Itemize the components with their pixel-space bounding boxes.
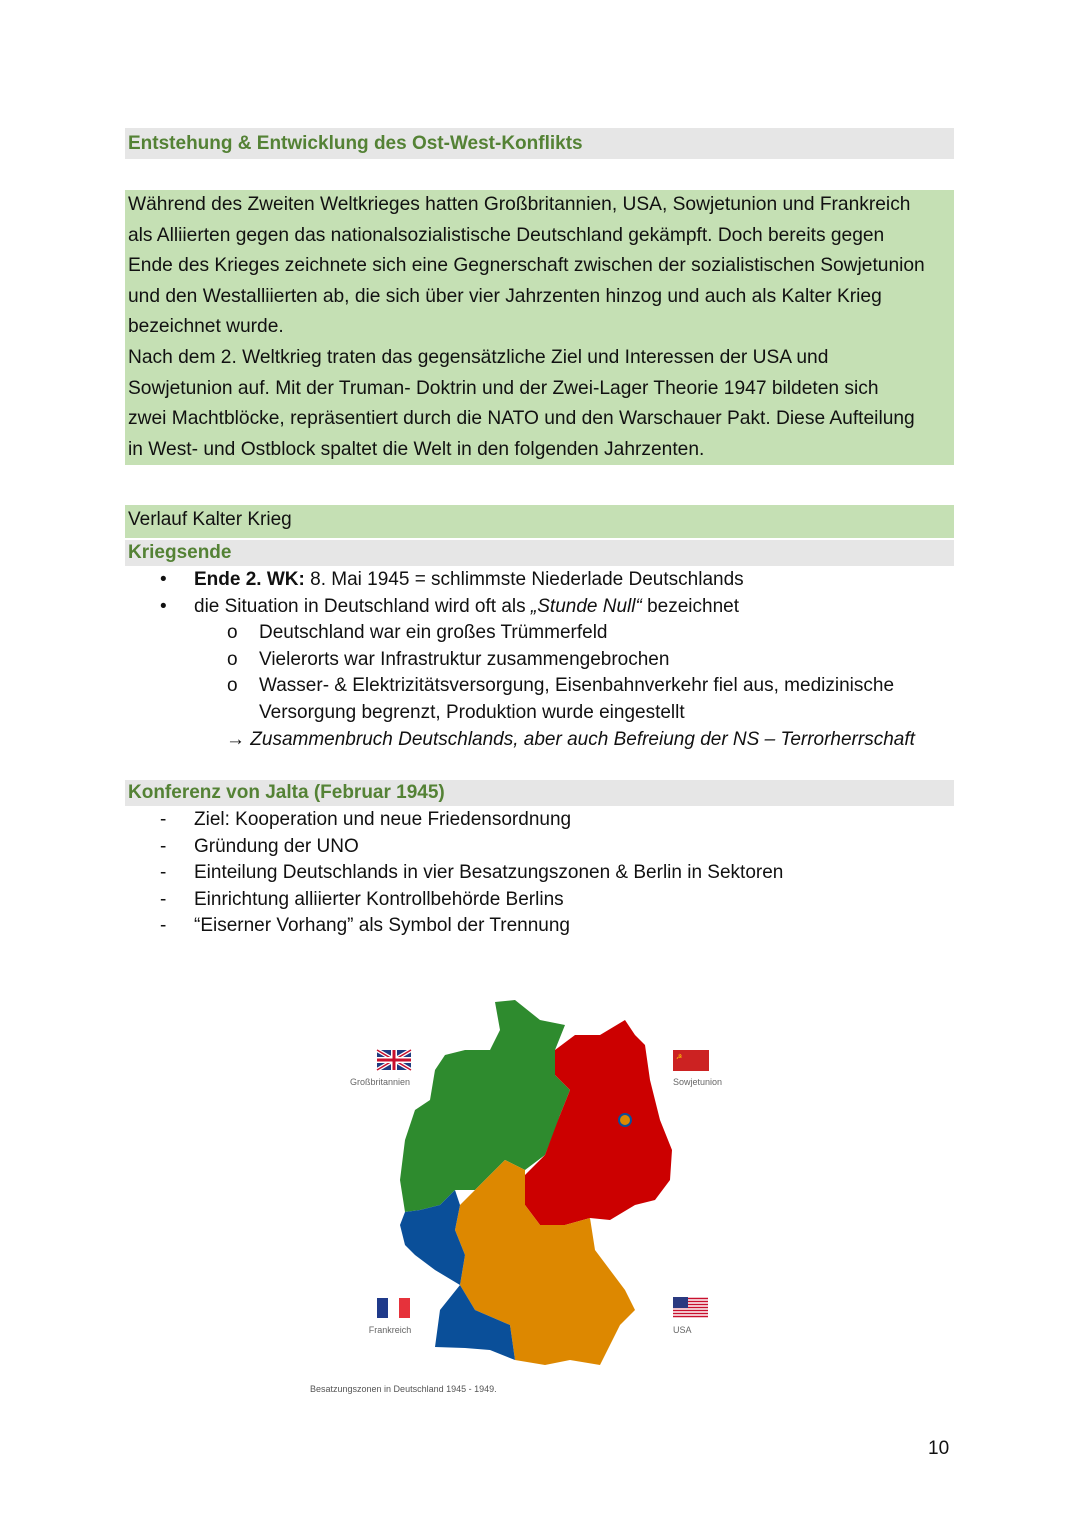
berlin-sectors <box>619 1114 631 1126</box>
sub-list-item-continued: Versorgung begrenzt, Produktion wurde eingestellt <box>259 701 685 723</box>
usa-flag-icon <box>673 1297 708 1317</box>
jalta-list <box>160 807 783 940</box>
svg-text:☭: ☭ <box>676 1054 683 1061</box>
soviet-flag-icon <box>673 1050 709 1071</box>
france-flag-icon <box>377 1298 410 1318</box>
list-item: - Ziel: Kooperation und neue Friedensordnung <box>160 809 572 830</box>
list-item: - Einrichtung alliierter Kontrollbehörde Berlins <box>160 888 564 910</box>
text-line: zwei Machtblöcke, repräsentiert durch die NATO und den Warschauer Pakt. Diese Aufteilung <box>128 408 915 430</box>
text-line: und den Westalliierten ab, die sich über vier Jahrzenten hinzog und auch als Kalter Krieg <box>128 285 882 307</box>
occupation-zones-map <box>300 990 750 1400</box>
text-line: Nach dem 2. Weltkrieg traten das gegensätzliche Ziel und Interessen der USA und <box>128 346 829 368</box>
list-item: - “Eiserner Vorhang” als Symbol der Trennung <box>160 915 570 937</box>
text-line: in West- und Ostblock spaltet die Welt in den folgenden Jahrzenten. <box>128 438 705 460</box>
list-item: - Einteilung Deutschlands in vier Besatzungszonen & Berlin in Sektoren <box>160 862 784 884</box>
subheading-jalta: Konferenz von Jalta (Februar 1945) <box>125 780 954 806</box>
map-caption: Besatzungszonen in Deutschland 1945 - 1949. <box>310 1384 497 1394</box>
text-line: Sowjetunion auf. Mit der Truman- Doktrin und der Zwei-Lager Theorie 1947 bildeten sich <box>128 377 879 399</box>
kriegsende-list <box>160 567 915 753</box>
subheading-kriegsende: Kriegsende <box>125 540 954 566</box>
text-line: Während des Zweiten Weltkrieges hatten Großbritannien, USA, Sowjetunion und Frankreich <box>128 194 911 215</box>
uk-flag-icon <box>377 1050 411 1070</box>
intro-paragraph <box>125 190 954 465</box>
list-item: - Gründung der UNO <box>160 835 359 857</box>
sub-list-item: o Vielerorts war Infrastruktur zusammengebrochen <box>227 648 670 670</box>
list-item: • Ende 2. WK: 8. Mai 1945 = schlimmste Niederlade Deutschlands <box>160 569 744 590</box>
text-line: bezeichnet wurde. <box>128 316 284 338</box>
label-us: USA <box>673 1325 692 1335</box>
text-line: Ende des Krieges zeichnete sich eine Gegnerschaft zwischen der sozialistischen Sowjetunion <box>128 255 925 277</box>
conclusion: → Zusammenbruch Deutschlands, aber auch Befreiung der NS – Terrorherrschaft <box>226 728 915 750</box>
list-item: • die Situation in Deutschland wird oft als „Stunde Null“ bezeichnet <box>160 595 739 617</box>
page-number: 10 <box>928 1438 950 1459</box>
sub-list-item: o Wasser- & Elektrizitätsversorgung, Eisenbahnverkehr fiel aus, medizinische <box>227 675 895 697</box>
label-fr: Frankreich <box>368 1325 412 1335</box>
label-su: Sowjetunion <box>673 1077 723 1087</box>
label-gb: Großbritannien <box>349 1077 411 1087</box>
section-heading-verlauf: Verlauf Kalter Krieg <box>125 505 954 538</box>
sub-list-item: o Deutschland war ein großes Trümmerfeld <box>227 622 608 644</box>
text-line: als Alliierten gegen das nationalsozialistische Deutschland gekämpft. Doch bereits gegen <box>128 224 885 246</box>
section-heading-ost-west: Entstehung & Entwicklung des Ost-West-Konflikts <box>125 128 954 159</box>
